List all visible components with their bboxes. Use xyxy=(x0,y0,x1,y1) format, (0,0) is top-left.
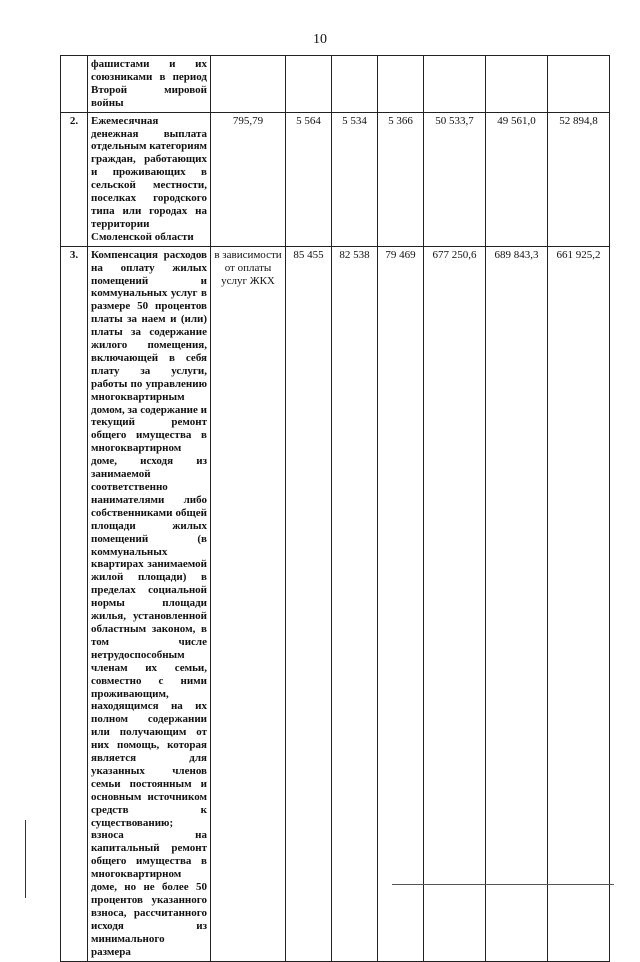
scan-edge-line xyxy=(25,820,26,898)
table-cell: 52 894,8 xyxy=(548,112,610,246)
table-cell: 50 533,7 xyxy=(424,112,486,246)
row-number xyxy=(61,56,88,113)
table-cell xyxy=(332,56,378,113)
table-row xyxy=(61,112,610,246)
table-cell: 49 561,0 xyxy=(486,112,548,246)
table-cell xyxy=(378,56,424,113)
table-cell: 5 366 xyxy=(378,112,424,246)
row-number: 3. xyxy=(61,246,88,961)
benefits-table xyxy=(60,55,610,962)
row-name: Ежемесячная денежная выплата отдельным категориям граждан, работающих и проживающих в сельской местности, поселках городского типа или городах на территории Смоленской области xyxy=(88,112,211,246)
table-cell: 5 564 xyxy=(286,112,332,246)
row-name: фашистами и их союзниками в период Второй мировой войны xyxy=(88,56,211,113)
table-cell: 5 534 xyxy=(332,112,378,246)
table-cell xyxy=(548,56,610,113)
table-cell: 661 925,2 xyxy=(548,246,610,961)
table-cell xyxy=(211,56,286,113)
table-cell xyxy=(486,56,548,113)
table-cell: 82 538 xyxy=(332,246,378,961)
table-row xyxy=(61,246,610,961)
table-cell: 79 469 xyxy=(378,246,424,961)
footer-rule xyxy=(392,884,614,885)
table-cell: 689 843,3 xyxy=(486,246,548,961)
table-row xyxy=(61,56,610,113)
table-cell: 85 455 xyxy=(286,246,332,961)
row-number: 2. xyxy=(61,112,88,246)
row-name: Компенсация расходов на оплату жилых помещений и коммунальных услуг в размере 50 процентов платы за наем и (или) платы за содержание жилого помещения, включающей в себя плату за услуги, работы по управлению многоквартирным домом, за содержание и текущий ремонт общего имущества в многоквартирном доме, исходя из занимаемой соответственно нанимателями либо собственниками общей площади жилых помещений (в коммунальных квартирах занимаемой жилой площади) в пределах социальной нормы площади жилья, установленной областным законом, в том числе нетрудоспособным членам их семьи, совместно с ними проживающим, находящимся на их полном содержании или получающим от них помощь, которая является для указанных членов семьи постоянным и основным источником средств к существованию; взноса на капитальный ремонт общего имущества в многоквартирном доме, но не более 50 процентов указанного взноса, рассчитанного исходя из минимального размера xyxy=(88,246,211,961)
table-cell xyxy=(286,56,332,113)
page-number: 10 xyxy=(313,32,327,47)
table-cell: 795,79 xyxy=(211,112,286,246)
table-cell xyxy=(424,56,486,113)
table-cell: в зависимости от оплаты услуг ЖКХ xyxy=(211,246,286,961)
table-cell: 677 250,6 xyxy=(424,246,486,961)
